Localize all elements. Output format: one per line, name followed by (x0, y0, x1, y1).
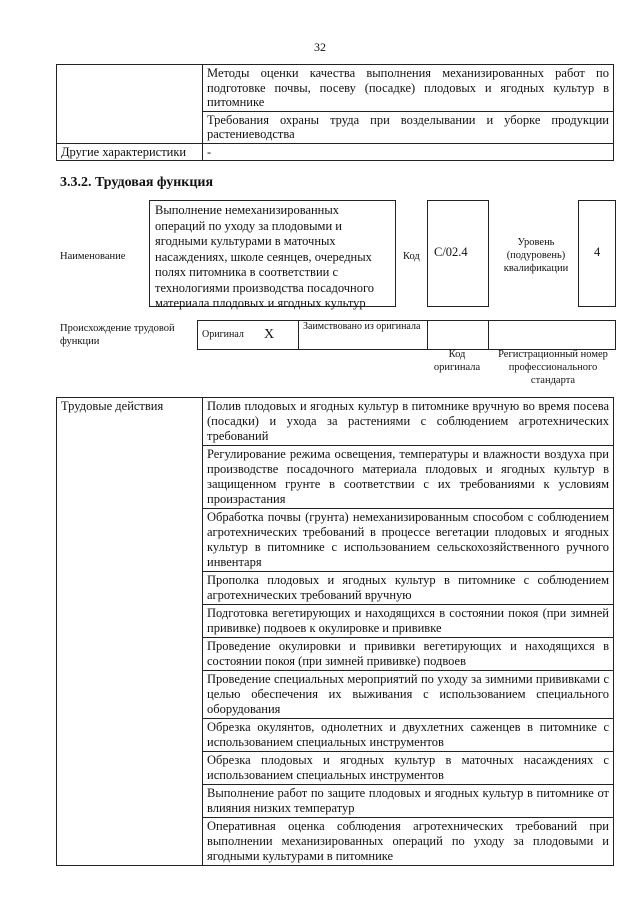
table-row (57, 143, 614, 161)
labor-action-item: Полив плодовых и ягодных культур в питомнике вручную во время посева (посадки) и ухода за растениями с соблюдением агротехнических требований (203, 398, 614, 446)
labor-action-item: Регулирование режима освещения, температуры и влажности воздуха при производстве посадочного материала плодовых и ягодных культур в защищенном грунте в соответствии с их требованиями к условиям произрастания (203, 446, 614, 509)
code-value-box (427, 200, 489, 307)
origin-table (197, 320, 616, 350)
table-row (57, 398, 614, 446)
table-row (198, 321, 616, 350)
labor-action-item: Прополка плодовых и ягодных культур в питомнике с соблюдением агротехнических требований вручную (203, 572, 614, 605)
labor-action-item: Проведение специальных мероприятий по уходу за зимними прививками с целью обеспечения их выживания с использованием специального оборудования (203, 671, 614, 719)
other-characteristics-label: Другие характеристики (57, 143, 203, 161)
level-value-box (578, 200, 616, 307)
name-label: Наименование (60, 251, 126, 262)
borrowed-label: Заимствовано из оригинала (299, 321, 428, 350)
function-name-box: Выполнение немеханизированных операций по уходу за плодовыми и ягодными культурами в маточных насаждениях, школе сеянцев, очередных полях питомника в соответствии с технологиями производства посадочного материала плодовых и ягодных культур (149, 200, 396, 307)
empty-label-cell (57, 65, 203, 144)
labor-action-item: Оперативная оценка соблюдения агротехнических требований при выполнении механизированных операций по уходу за плодовыми и ягодными культурами в питомнике (203, 818, 614, 866)
labor-action-item: Обработка почвы (грунта) немеханизированным способом с соблюдением агротехнических требований в процессе вегетации плодовых и ягодных культур в питомнике с использованием сельскохозяйственного ручного инвентаря (203, 509, 614, 572)
labor-action-item: Подготовка вегетирующих и находящихся в состоянии покоя (при зимней прививке) подвоев к окулировке и прививке (203, 605, 614, 638)
section-title: 3.3.2. Трудовая функция (60, 175, 214, 190)
origin-label: Происхождение трудовой функции (60, 323, 175, 347)
labor-action-item: Проведение окулировки и прививки вегетирующих и находящихся в состоянии покоя (при зимней прививке) подвоев (203, 638, 614, 671)
code-original-cell (428, 321, 489, 350)
code-value: C/02.4 (434, 245, 468, 259)
labor-action-item: Выполнение работ по защите плодовых и ягодных культур в питомнике от влияния низких температур (203, 785, 614, 818)
original-label: Оригинал (198, 321, 261, 350)
original-mark: X (260, 321, 299, 350)
table-row (57, 65, 614, 112)
knowledge-item: Методы оценки качества выполнения механизированных работ по подготовке почвы, посеву (посадке) плодовых и ягодных культур в питомнике (203, 65, 614, 112)
reg-number-label: Регистрационный номер профессионального стандарта (498, 349, 608, 386)
knowledge-table (56, 64, 614, 161)
labor-actions-table (56, 397, 614, 866)
page-number: 32 (314, 40, 326, 54)
labor-action-item: Обрезка окулянтов, однолетних и двухлетних саженцев в питомнике с использованием специальных инструментов (203, 719, 614, 752)
other-characteristics-value: - (203, 143, 614, 161)
code-label: Код (403, 251, 420, 262)
knowledge-item: Требования охраны труда при возделывании и уборке продукции растениеводства (203, 111, 614, 143)
labor-actions-label: Трудовые действия (57, 398, 203, 866)
code-original-label: Код оригинала (433, 349, 481, 373)
level-label: Уровень (подуровень) квалификации (503, 237, 569, 274)
level-value: 4 (594, 245, 601, 259)
reg-number-cell (489, 321, 616, 350)
labor-action-item: Обрезка плодовых и ягодных культур в маточных насаждениях с использованием специальных инструментов (203, 752, 614, 785)
